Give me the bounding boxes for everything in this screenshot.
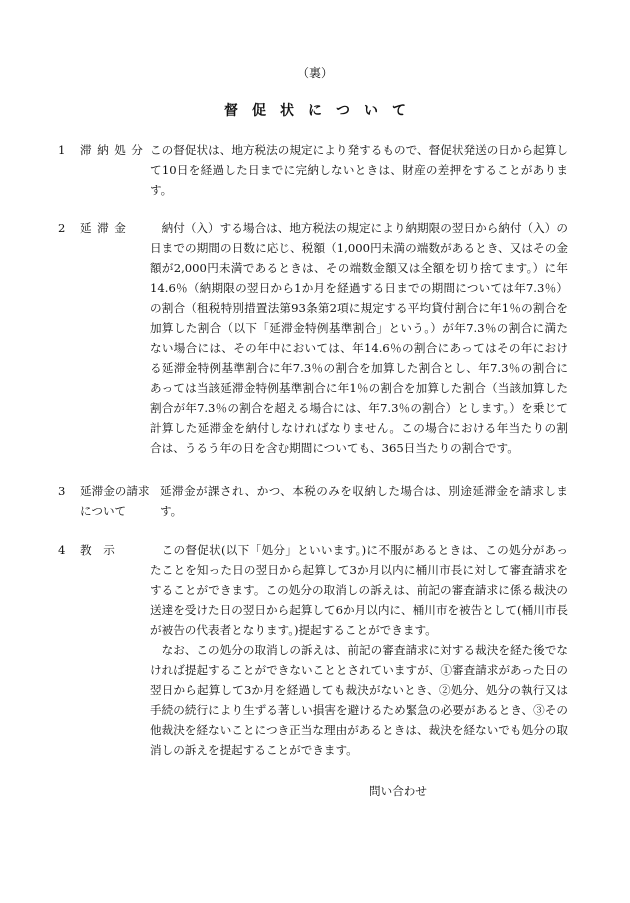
section-paragraph: この督促状(以下「処分」といいます。)に不服があるときは、この処分があったことを知った日の翌日から起算して3か月以内に桶川市長に対して審査請求をすることができます。この処分の取消しの訴えは、前記の審査請求に係る裁決の送達を受けた日の翌日から起算して6か月以内に、桶川市を被告として(桶川市長が被告の代表者となります。)提起することができます。 bbox=[150, 543, 568, 637]
section-number: 1 bbox=[58, 143, 66, 157]
section-instruction bbox=[58, 540, 578, 760]
page-side-label: （裏） bbox=[296, 66, 333, 80]
section-delinquency-disposition bbox=[58, 140, 578, 200]
section-body bbox=[150, 140, 568, 200]
section-body bbox=[150, 540, 568, 760]
document-title: 督 促 状 に つ い て bbox=[224, 103, 406, 119]
section-paragraph: 納付（入）する場合は、地方税法の規定により納期限の翌日から納付（入）の日までの期間の日数に応じ、税額（1,000円未満の端数があるとき、又はその金額が2,000円未満であるときは、その端数金額又は全額を切り捨てます。）に年14.6％（納期限の翌日から1か月を経過する日までの期間については年7.3％）の割合（租税特別措置法第93条第2項に規定する平均貸付割合に年1％の割合を加算した割合（以下「延滞金特例基準割合」という。）が年7.3％の割合に満たない場合には、その年中においては、年14.6％の割合にあってはその年における延滞金特例基準割合に年7.3％の割合を加算した割合とし、年7.3％の割合にあっては当該延滞金特例基準割合に年1％の割合を加算した割合（当該加算した割合が年7.3％の割合を超える場合には、年7.3％の割合）とします。）を乗じて計算した延滞金を納付しなければなりません。この場合における年当たりの割合は、うるう年の日を含む期間についても、365日当たりの割合です。 bbox=[150, 221, 568, 455]
section-number: 2 bbox=[58, 221, 66, 235]
section-paragraph: 延滞金が課され、かつ、本税のみを収納した場合は、別途延滞金を請求します。 bbox=[160, 484, 568, 518]
section-heading: 滞納処分 bbox=[80, 143, 149, 157]
section-heading: 延滞金 bbox=[80, 221, 132, 235]
section-number: 4 bbox=[58, 543, 66, 557]
section-heading: 延滞金の請求について bbox=[80, 484, 150, 518]
section-number: 3 bbox=[58, 484, 66, 498]
section-late-fee bbox=[58, 218, 578, 458]
section-paragraph: なお、この処分の取消しの訴えは、前記の審査請求に対する裁決を経た後でなければ提起することができないこととされていますが、①審査請求があった日の翌日から起算して3か月を経過しても裁決がないとき、②処分、処分の執行又は手続の続行により生ずる著しい損害を避けるため緊急の必要があるとき、③その他裁決を経ないことにつき正当な理由があるときは、裁決を経ないでも処分の取消しの訴えを提起することができます。 bbox=[150, 643, 568, 757]
section-body bbox=[160, 481, 568, 521]
contact-label: 問い合わせ bbox=[369, 784, 427, 798]
section-paragraph: この督促状は、地方税法の規定により発するもので、督促状発送の日から起算して10日を経過した日までに完納しないときは、財産の差押をすることがあります。 bbox=[150, 143, 568, 197]
section-body bbox=[150, 218, 568, 458]
section-late-fee-billing bbox=[58, 481, 578, 521]
section-heading: 教 示 bbox=[80, 543, 115, 557]
